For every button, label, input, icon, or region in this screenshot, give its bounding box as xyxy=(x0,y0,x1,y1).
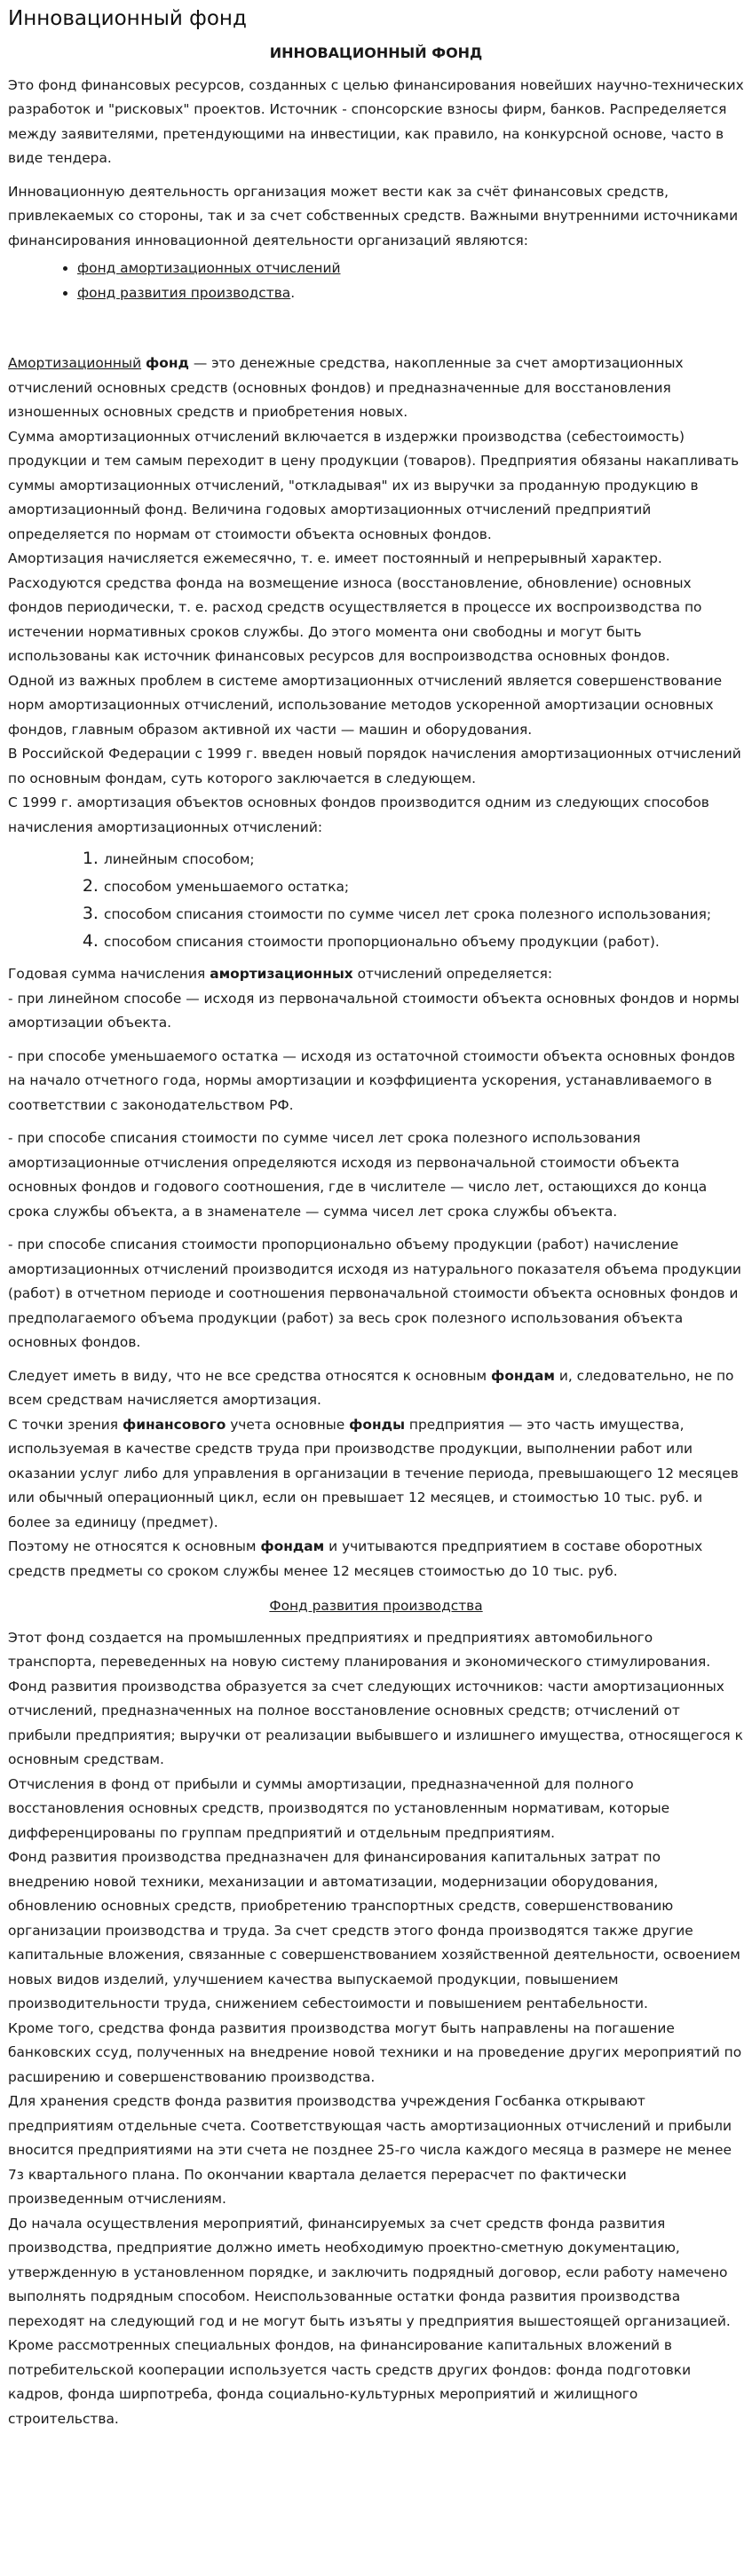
list-item: 4. способом списания стоимости пропорционально объему продукции (работ). xyxy=(104,928,744,955)
development-section xyxy=(8,1594,744,2431)
funding-sources-list xyxy=(8,257,744,305)
annual-sum-item: - при способе списания стоимости по сумме чисел лет срока полезного использования амортизационные отчисления определяются исходя из первоначальной стоимости объекта основных фондов и годового соотношения, где в числителе — число лет, остающихся до конца срока службы объекта, а в знаменателе — сумма чисел лет срока службы объекта. xyxy=(8,1130,708,1220)
list-item: 2. способом уменьшаемого остатка; xyxy=(104,873,744,900)
development-paragraph: Для хранения средств фонда развития производства учреждения Госбанка открывают предприятиям отдельные счета. Соответствующая часть амортизационных отчислений и прибыли вносится предприятиями на эти счета не позднее 25-го числа каждого месяца в размере не менее 7з квартального плана. По окончании квартала делается перерасчет по фактически произведенным отчислениям. xyxy=(8,2093,732,2207)
amortization-definition: Амортизационный фонд — это денежные средства, накопленные за счет амортизационных отчислений основных средств (основных фондов) и предназначенные для восстановления изношенных основных средств и приобретения новых. xyxy=(8,355,684,420)
amortization-link[interactable]: Амортизационный xyxy=(8,355,142,371)
annual-sum-item: - при способе уменьшаемого остатка — исходя из остаточной стоимости объекта основных фондов на начало отчетного года, нормы амортизации и коэффициента ускорения, устанавливаемого в соответствии с законодательством РФ. xyxy=(8,1047,736,1113)
development-paragraph: Отчисления в фонд от прибыли и суммы амортизации, предназначенной для полного восстановления основных средств, производятся по установленным нормативам, которые дифференцированы по группам предприятий и отдельным предприятиям. xyxy=(8,1775,670,1841)
development-paragraph: Фонд развития производства предназначен для финансирования капитальных затрат по внедрению новой техники, механизации и автоматизации, модернизации оборудования, обновлению основных средств, приобретению транспортных средств, совершенствованию организации производства и труда. За счет средств этого фонда производятся также другие капитальные вложения, связанные с совершенствованием хозяйственной деятельности, освоением новых видов изделий, улучшением качества выпускаемой продукции, повышением производительности труда, снижением себестоимости и повышением рентабельности. xyxy=(8,1849,740,2011)
page-title: Инновационный фонд xyxy=(8,7,247,30)
fixed-assets-note: Следует иметь в виду, что не все средства относятся к основным фондам и, следовательно, не по всем средствам начисляется амортизация. xyxy=(8,1367,734,1408)
list-item xyxy=(77,281,744,306)
development-paragraph: Кроме рассмотренных специальных фондов, на финансирование капитальных вложений в потребительской кооперации используется часть средств других фондов: фонда подготовки кадров, фонда ширпотреба, фонда социально-культурных мероприятий и жилищного строительства. xyxy=(8,2337,692,2427)
amortization-paragraph: В Российской Федерации с 1999 г. введен новый порядок начисления амортизационных отчислений по основным фондам, суть которого заключается в следующем. xyxy=(8,746,741,786)
amortization-section xyxy=(8,352,744,1584)
annual-sum-item: - при линейном способе — исходя из первоначальной стоимости объекта основных фондов и нормы амортизации объекта. xyxy=(8,990,740,1031)
list-item-suffix: . xyxy=(290,284,296,301)
amortization-methods-list xyxy=(8,845,744,955)
fixed-assets-definition: С точки зрения финансового учета основные фонды предприятия — это часть имущества, используемая в качестве средств труда при производстве продукции, выполнении работ или оказании услуг либо для управления в организации в течение периода, превышающего 12 месяцев или обычный операционный цикл, если он превышает 12 месяцев, и стоимостью 10 тыс. руб. и более за единицу (предмет). xyxy=(8,1416,739,1530)
development-paragraph: Этот фонд создается на промышленных предприятиях и предприятиях автомобильного транспорта, переведенных на новую систему планирования и экономического стимулирования. xyxy=(8,1629,711,1670)
list-item xyxy=(77,257,744,281)
amortization-paragraph: Сумма амортизационных отчислений включается в издержки производства (себестоимость) продукции и тем самым переходит в цену продукции (товаров). Предприятия обязаны накапливать суммы амортизационных отчислений, "откладывая" их из выручки за проданную продукцию в амортизационный фонд. Величина годовых амортизационных отчислений предприятий определяется по нормам от стоимости объекта основных фондов. xyxy=(8,428,740,542)
intro-paragraph-1: Это фонд финансовых ресурсов, созданных с целью финансирования новейших научно-технических разработок и "рисковых" проектов. Источник - спонсорские взносы фирм, банков. Распределяется между заявителями, претендующими на инвестиции, как правило, на конкурсной основе, часто в виде тендера. xyxy=(8,76,744,166)
fixed-assets-exclusion: Поэтому не относятся к основным фондам и учитываются предприятием в составе оборотных средств предметы со сроком службы менее 12 месяцев стоимостью до 10 тыс. руб. xyxy=(8,1538,703,1579)
list-item: 1. линейным способом; xyxy=(104,845,744,873)
list-item: 3. способом списания стоимости по сумме чисел лет срока полезного использования; xyxy=(104,900,744,928)
article xyxy=(0,5,752,2431)
annual-sum-intro: Годовая сумма начисления амортизационных отчислений определяется: xyxy=(8,966,553,982)
annual-sum-item: - при способе списания стоимости пропорционально объему продукции (работ) начисление амортизационных отчислений производится исходя из натурального показателя объема продукции (работ) в отчетном периоде и соотношения первоначальной стоимости объекта основных фондов и предполагаемого объема продукции (работ) за весь срок полезного использования объекта основных фондов. xyxy=(8,1237,741,1350)
development-paragraph: Кроме того, средства фонда развития производства могут быть направлены на погашение банковских ссуд, полученных на внедрение новой техники и на проведение других мероприятий по расширению и совершенствованию производства. xyxy=(8,2019,742,2085)
development-paragraph: Фонд развития производства образуется за счет следующих источников: части амортизационных отчислений, предназначенных на полное восстановление основных средств; отчислений от прибыли предприятия; выручки от реализации выбывшего и излишнего имущества, относящегося к основным средствам. xyxy=(8,1678,743,1767)
link-amortization-fund[interactable]: фонд амортизационных отчислений xyxy=(77,260,341,276)
amortization-paragraph: Одной из важных проблем в системе амортизационных отчислений является совершенствование норм амортизационных отчислений, использование методов ускоренной амортизации основных фондов, главным образом активной их части — машин и оборудования. xyxy=(8,672,723,738)
amortization-paragraph: Амортизация начисляется ежемесячно, т. е. имеет постоянный и непрерывный характер. Расходуются средства фонда на возмещение износа (восстановление, обновление) основных фондов периодически, т. е. расход средств осуществляется в процессе их воспроизводства по истечении нормативных сроков службы. До этого момента они свободны и могут быть использованы как источник финансовых ресурсов для воспроизводства основных фондов. xyxy=(8,550,702,664)
development-paragraph: До начала осуществления мероприятий, финансируемых за счет средств фонда развития производства, предприятие должно иметь необходимую проектно-сметную документацию, утвержденную в установленном порядке, и заключить подрядный договор, если работу намечено выполнять подрядным способом. Неиспользованные остатки фонда развития производства переходят на следующий год и не могут быть изъяты у предприятия вышестоящей организацией. xyxy=(8,2215,731,2329)
amortization-paragraph: С 1999 г. амортизация объектов основных фондов производится одним из следующих способов начисления амортизационных отчислений: xyxy=(8,794,709,835)
document-heading: ИННОВАЦИОННЫЙ ФОНД xyxy=(269,44,483,61)
link-development-fund[interactable]: фонд развития производства xyxy=(77,284,291,301)
intro-paragraph-2: Инновационную деятельность организация может вести как за счёт финансовых средств, привлекаемых со стороны, так и за счет собственных средств. Важными внутренними источниками финансирования инновационной деятельности организаций являются: xyxy=(8,183,739,249)
development-section-title: Фонд развития производства xyxy=(269,1598,483,1614)
